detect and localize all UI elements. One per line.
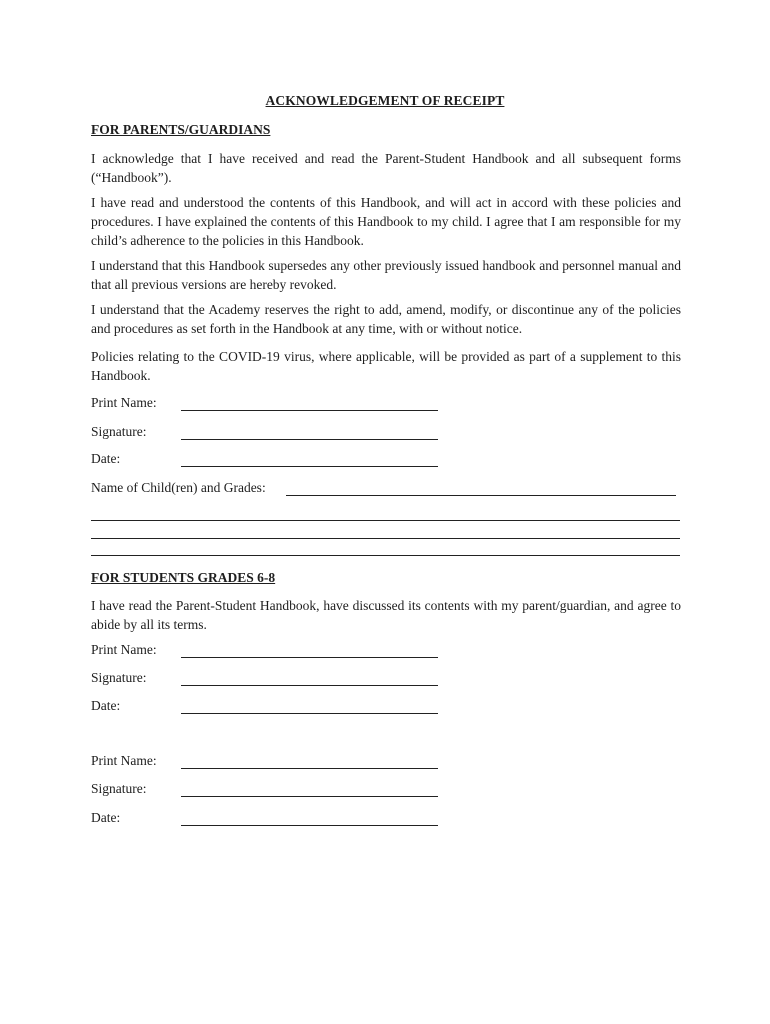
student2-signature-label: Signature: [91, 781, 147, 796]
parent-signature-label: Signature: [91, 424, 147, 439]
children-grades-line[interactable] [286, 495, 676, 496]
parents-paragraph-5: Policies relating to the COVID-19 virus, where applicable, will be provided as part of a supplement to this Handbook. [91, 349, 681, 383]
students-section-heading: FOR STUDENTS GRADES 6-8 [91, 570, 276, 585]
parent-signature-field[interactable] [91, 424, 451, 444]
student2-print-name-line[interactable] [181, 768, 438, 769]
parent-signature-line[interactable] [181, 439, 438, 440]
student1-signature-label: Signature: [91, 670, 147, 685]
parent-date-line[interactable] [181, 466, 438, 467]
parents-paragraph-1: I acknowledge that I have received and read the Parent-Student Handbook and all subsequent forms (“Handbook”). [91, 151, 681, 185]
parent-date-label: Date: [91, 451, 121, 466]
student1-date-label: Date: [91, 698, 121, 713]
parent-print-name-line[interactable] [181, 410, 438, 411]
children-grades-extra-line-2[interactable] [91, 538, 680, 539]
students-paragraph: I have read the Parent-Student Handbook, have discussed its contents with my parent/guardian, and agree to abide by all its terms. [91, 598, 681, 632]
student1-date-field[interactable] [91, 698, 451, 718]
parents-section-heading: FOR PARENTS/GUARDIANS [91, 122, 271, 137]
student2-date-field[interactable] [91, 810, 451, 830]
student1-date-line[interactable] [181, 713, 438, 714]
student1-signature-line[interactable] [181, 685, 438, 686]
children-grades-label: Name of Child(ren) and Grades: [91, 480, 266, 495]
student2-print-name-label: Print Name: [91, 753, 157, 768]
student2-print-name-field[interactable] [91, 753, 451, 773]
children-grades-extra-line-1[interactable] [91, 520, 680, 521]
student1-signature-field[interactable] [91, 670, 451, 690]
parents-paragraph-2: I have read and understood the contents of this Handbook, and will act in accord with these policies and procedures. I have explained the contents of this Handbook to my child. I agree that I am responsible for my child’s adherence to the policies in this Handbook. [91, 195, 681, 248]
student2-date-label: Date: [91, 810, 121, 825]
parent-print-name-label: Print Name: [91, 395, 157, 410]
student2-date-line[interactable] [181, 825, 438, 826]
student2-signature-line[interactable] [181, 796, 438, 797]
student2-signature-field[interactable] [91, 781, 451, 801]
parent-print-name-field[interactable] [91, 395, 451, 415]
children-grades-extra-line-3[interactable] [91, 555, 680, 556]
student1-print-name-line[interactable] [181, 657, 438, 658]
student1-print-name-field[interactable] [91, 642, 451, 662]
parent-date-field[interactable] [91, 451, 451, 471]
parents-paragraph-4: I understand that the Academy reserves the right to add, amend, modify, or discontinue any of the policies and procedures as set forth in the Handbook at any time, with or without notice. [91, 302, 681, 336]
document-title: ACKNOWLEDGEMENT OF RECEIPT [265, 93, 505, 108]
parents-paragraph-3: I understand that this Handbook supersedes any other previously issued handbook and personnel manual and that all previous versions are hereby revoked. [91, 258, 681, 292]
student1-print-name-label: Print Name: [91, 642, 157, 657]
